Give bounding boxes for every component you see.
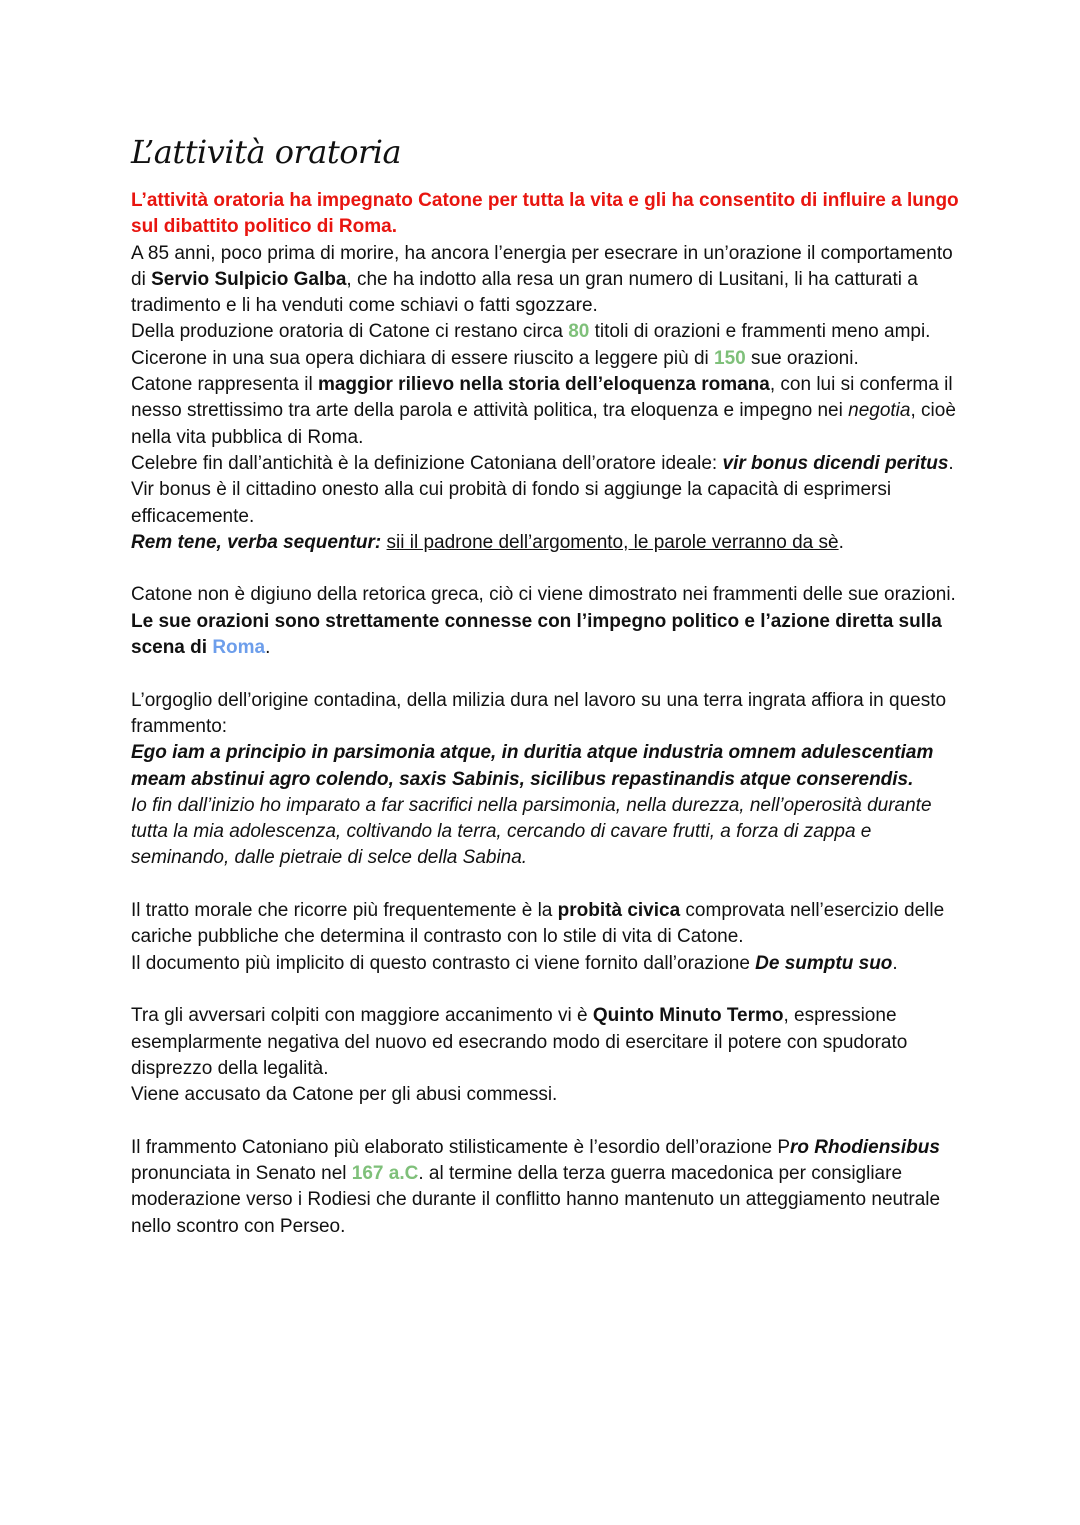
- quinto-minuto-termo: Quinto Minuto Termo: [592, 1005, 784, 1027]
- vir-bonus-motto: vir bonus dicendi peritus: [722, 452, 949, 474]
- greek-rhetoric-paragraph: Catone non è digiuno della retorica greca, ciò ci viene dimostrato nei frammenti delle sue orazioni. Le sue orazioni sono strettamente connesse con l’impegno politico e l’azione diretta sulla scena di Roma.: [131, 584, 956, 659]
- galba-paragraph: A 85 anni, poco prima di morire, ha ancora l’energia per esecrare in un’orazione il comportamento di Servio Sulpicio Galba, che ha indotto alla resa un gran numero di Lusitani, li ha catturati a tradimento e li ha venduti come schiavi o fatti sgozzare.: [131, 242, 953, 317]
- cicero-paragraph: Cicerone in una sua opera dichiara di essere riuscito a leggere più di 150 sue orazioni.: [131, 347, 859, 369]
- negotia-term: negotia: [848, 400, 911, 422]
- date-167: 167 a.C: [351, 1162, 419, 1184]
- eloquence-highlight: maggior rilievo nella storia dell’eloquenza romana: [317, 374, 770, 396]
- vir-bonus-paragraph: Vir bonus è il cittadino onesto alla cui probità di fondo si aggiunge la capacità di esprimersi efficacemente.: [131, 479, 892, 527]
- adversaries-paragraph: Tra gli avversari colpiti con maggiore accanimento vi è Quinto Minuto Termo, espressione esemplarmente negativa del nuovo ed esecrando modo di esercitare il potere con spudorato disprezzo della legalità.: [131, 1005, 908, 1079]
- spacer: [131, 661, 961, 687]
- rem-tene-latin: Rem tene, verba sequentur:: [131, 531, 382, 553]
- definition-paragraph: Celebre fin dall’antichità è la definizione Catoniana dell’oratore ideale: vir bonus dicendi peritus.: [131, 452, 954, 474]
- sumptu-paragraph: Il documento più implicito di questo contrasto ci viene fornito dall’orazione De sumptu suo.: [131, 952, 898, 974]
- rhodiensibus-paragraph: Il frammento Catoniano più elaborato stilisticamente è l’esordio dell’orazione Pro Rhodiensibus pronunciata in Senato nel 167 a.C. al termine della terza guerra macedonica per consigliare moderazione verso i Rodiesi che durante il conflitto hanno mantenuto un atteggiamento neutrale nello scontro con Perseo.: [131, 1136, 941, 1237]
- spacer: [131, 977, 961, 1003]
- roma-highlight: Roma: [212, 637, 266, 659]
- de-sumptu-suo: De sumptu suo: [755, 952, 893, 974]
- moral-trait-paragraph: Il tratto morale che ricorre più frequentemente è la probità civica comprovata nell’esercizio delle cariche pubbliche che determina il contrasto con lo stile di vita di Catone.: [131, 900, 945, 948]
- rem-tene-translation: sii il padrone dell’argomento, le parole verranno da sè: [386, 531, 839, 553]
- spacer: [131, 872, 961, 898]
- count-150: 150: [714, 347, 746, 369]
- spacer: [131, 1108, 961, 1134]
- pro-rhodiensibus: ro Rhodiensibus: [790, 1136, 940, 1158]
- galba-name: Servio Sulpicio Galba: [151, 268, 347, 290]
- latin-fragment: Ego iam a principio in parsimonia atque, in duritia atque industria omnem adulescentiam meam abstinui agro colendo, saxis Sabinis, sicilibus repastinandis atque conserendis.: [131, 742, 934, 790]
- accusation-paragraph: Viene accusato da Catone per gli abusi commessi.: [131, 1084, 558, 1106]
- page-title: L’attività oratoria: [131, 133, 402, 171]
- intro-paragraph: L’attività oratoria ha impegnato Catone per tutta la vita e gli ha consentito di influire a lungo sul dibattito politico di Roma.: [131, 190, 959, 238]
- production-paragraph: Della produzione oratoria di Catone ci restano circa 80 titoli di orazioni e frammenti meno ampi.: [131, 321, 931, 343]
- origin-paragraph: L’orgoglio dell’origine contadina, della milizia dura nel lavoro su una terra ingrata affiora in questo frammento:: [131, 689, 947, 737]
- fragment-translation: Io fin dall’inizio ho imparato a far sacrifici nella parsimonia, nella durezza, nell’operosità durante tutta la mia adolescenza, coltivando la terra, cercando di cavare frutti, a forza di zappa e seminando, dalle pietraie di selce della Sabina.: [131, 794, 932, 869]
- eloquence-paragraph: Catone rappresenta il maggior rilievo nella storia dell’eloquenza romana, con lui si conferma il nesso strettissimo tra arte della parola e attività politica, tra eloquenza e impegno nei negotia, cioè nella vita pubblica di Roma.: [131, 374, 956, 448]
- spacer: [131, 556, 961, 582]
- probita-civica: probità civica: [557, 900, 681, 922]
- document-body: [131, 130, 961, 1240]
- rem-tene-paragraph: Rem tene, verba sequentur: sii il padrone dell’argomento, le parole verranno da sè.: [131, 531, 844, 553]
- count-80: 80: [568, 321, 590, 343]
